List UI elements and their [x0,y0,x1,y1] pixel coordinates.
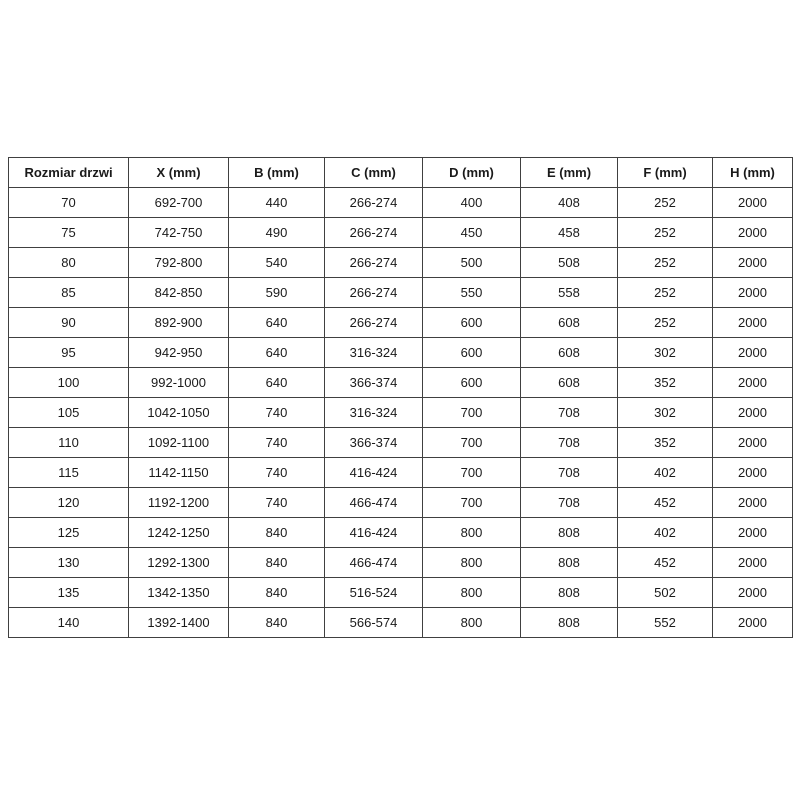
table-cell: 75 [9,218,129,248]
table-cell: 120 [9,488,129,518]
header-f-mm: F (mm) [618,158,713,188]
table-cell: 100 [9,368,129,398]
table-cell: 566-574 [325,608,423,638]
table-cell: 85 [9,278,129,308]
table-cell: 808 [521,518,618,548]
table-cell: 508 [521,248,618,278]
table-cell: 2000 [713,278,793,308]
table-cell: 466-474 [325,488,423,518]
table-cell: 500 [423,248,521,278]
table-cell: 640 [229,308,325,338]
header-c-mm: C (mm) [325,158,423,188]
table-cell: 808 [521,578,618,608]
table-cell: 252 [618,308,713,338]
table-row [9,428,793,458]
table-cell: 2000 [713,578,793,608]
table-cell: 2000 [713,608,793,638]
table-cell: 1292-1300 [129,548,229,578]
table-cell: 700 [423,488,521,518]
header-row [9,158,793,188]
table-cell: 400 [423,188,521,218]
table-cell: 558 [521,278,618,308]
table-cell: 740 [229,428,325,458]
table-cell: 800 [423,578,521,608]
table-cell: 458 [521,218,618,248]
table-cell: 792-800 [129,248,229,278]
table-row [9,398,793,428]
table-cell: 110 [9,428,129,458]
table-cell: 105 [9,398,129,428]
header-h-mm: H (mm) [713,158,793,188]
table-cell: 2000 [713,518,793,548]
table-row [9,218,793,248]
table-row [9,608,793,638]
table-cell: 130 [9,548,129,578]
table-cell: 252 [618,218,713,248]
table-cell: 2000 [713,338,793,368]
header-rozmiar-drzwi: Rozmiar drzwi [9,158,129,188]
table-row [9,338,793,368]
table-cell: 1192-1200 [129,488,229,518]
table-cell: 252 [618,188,713,218]
table-cell: 90 [9,308,129,338]
table-cell: 608 [521,368,618,398]
table-cell: 640 [229,338,325,368]
table-row [9,578,793,608]
table-cell: 608 [521,308,618,338]
table-cell: 742-750 [129,218,229,248]
table-cell: 2000 [713,548,793,578]
table-cell: 942-950 [129,338,229,368]
table-row [9,368,793,398]
table-cell: 266-274 [325,248,423,278]
table-row [9,248,793,278]
table-cell: 408 [521,188,618,218]
table-cell: 302 [618,398,713,428]
table-cell: 708 [521,398,618,428]
table-cell: 800 [423,548,521,578]
table-cell: 800 [423,608,521,638]
table-cell: 700 [423,458,521,488]
table-cell: 2000 [713,218,793,248]
table-cell: 708 [521,428,618,458]
table-cell: 700 [423,398,521,428]
table-row [9,308,793,338]
door-sizes-table [8,157,793,638]
table-cell: 416-424 [325,518,423,548]
table-cell: 490 [229,218,325,248]
table-cell: 266-274 [325,308,423,338]
table-row [9,278,793,308]
table-cell: 992-1000 [129,368,229,398]
table-row [9,548,793,578]
table-cell: 352 [618,428,713,458]
table-cell: 1042-1050 [129,398,229,428]
table-cell: 2000 [713,248,793,278]
table-cell: 808 [521,548,618,578]
table-cell: 2000 [713,488,793,518]
table-cell: 266-274 [325,218,423,248]
table-cell: 1392-1400 [129,608,229,638]
table-cell: 808 [521,608,618,638]
header-b-mm: B (mm) [229,158,325,188]
table-cell: 600 [423,308,521,338]
table-cell: 140 [9,608,129,638]
table-cell: 708 [521,458,618,488]
table-cell: 352 [618,368,713,398]
table-cell: 2000 [713,308,793,338]
table-cell: 840 [229,578,325,608]
table-cell: 842-850 [129,278,229,308]
table-cell: 440 [229,188,325,218]
header-d-mm: D (mm) [423,158,521,188]
table-cell: 252 [618,278,713,308]
table-cell: 600 [423,338,521,368]
header-e-mm: E (mm) [521,158,618,188]
table-cell: 450 [423,218,521,248]
table-cell: 2000 [713,188,793,218]
table-cell: 608 [521,338,618,368]
table-cell: 692-700 [129,188,229,218]
table-cell: 840 [229,518,325,548]
table-cell: 1142-1150 [129,458,229,488]
table-cell: 800 [423,518,521,548]
table-body [9,188,793,638]
table-cell: 516-524 [325,578,423,608]
table-cell: 302 [618,338,713,368]
table-cell: 402 [618,518,713,548]
table-cell: 1342-1350 [129,578,229,608]
table-cell: 366-374 [325,368,423,398]
table-cell: 590 [229,278,325,308]
table-cell: 266-274 [325,278,423,308]
table-cell: 402 [618,458,713,488]
table-cell: 1242-1250 [129,518,229,548]
table-cell: 552 [618,608,713,638]
table-cell: 316-324 [325,338,423,368]
table-cell: 2000 [713,458,793,488]
table-row [9,518,793,548]
table-cell: 80 [9,248,129,278]
table-cell: 740 [229,398,325,428]
table-cell: 740 [229,458,325,488]
table-cell: 366-374 [325,428,423,458]
table-cell: 640 [229,368,325,398]
table-cell: 452 [618,488,713,518]
table-cell: 540 [229,248,325,278]
table-cell: 740 [229,488,325,518]
table-cell: 466-474 [325,548,423,578]
table-cell: 2000 [713,398,793,428]
table-cell: 600 [423,368,521,398]
table-cell: 550 [423,278,521,308]
table-cell: 416-424 [325,458,423,488]
table-cell: 708 [521,488,618,518]
table-cell: 502 [618,578,713,608]
table-cell: 316-324 [325,398,423,428]
table-cell: 252 [618,248,713,278]
table-row [9,488,793,518]
header-x-mm: X (mm) [129,158,229,188]
table-cell: 125 [9,518,129,548]
table-cell: 115 [9,458,129,488]
table-cell: 1092-1100 [129,428,229,458]
table-cell: 700 [423,428,521,458]
table-cell: 452 [618,548,713,578]
table-cell: 892-900 [129,308,229,338]
table-cell: 840 [229,548,325,578]
table-cell: 70 [9,188,129,218]
table-cell: 266-274 [325,188,423,218]
table-cell: 2000 [713,428,793,458]
table-cell: 135 [9,578,129,608]
table-cell: 2000 [713,368,793,398]
table-cell: 840 [229,608,325,638]
table-cell: 95 [9,338,129,368]
table-row [9,458,793,488]
table-row [9,188,793,218]
